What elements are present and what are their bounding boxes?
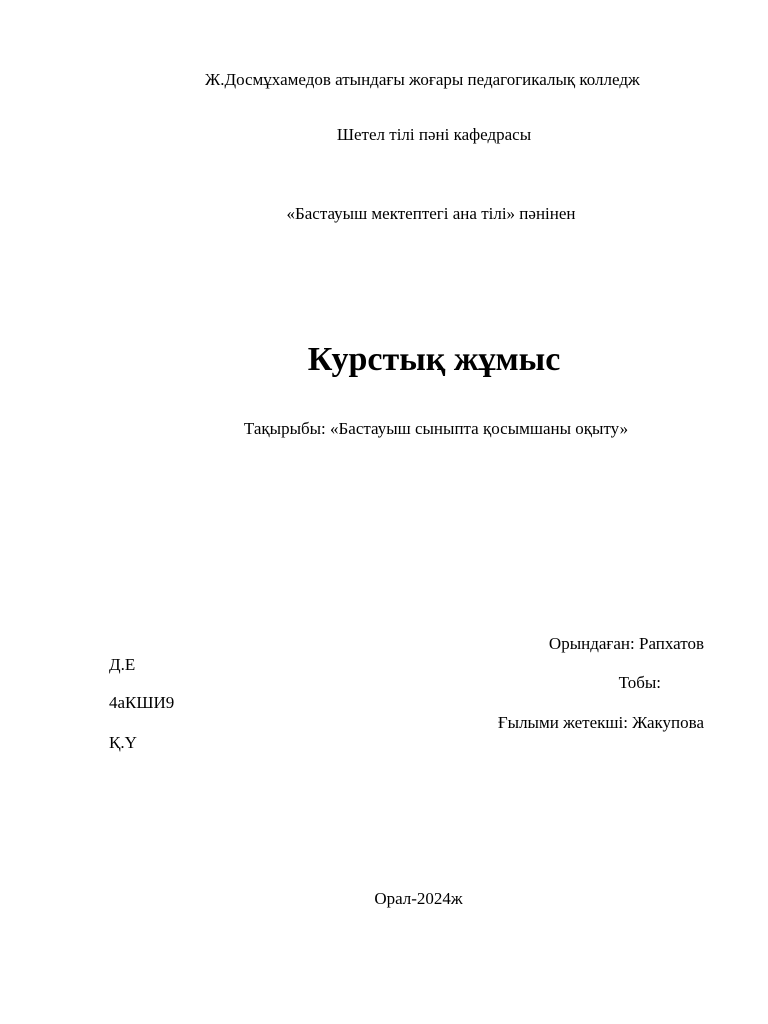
topic-line: Тақырыбы: «Бастауыш сыныпта қосымшаны оқыту»: [243, 419, 629, 438]
supervisor-initials: Қ.Ү: [109, 733, 137, 752]
department-name: Шетел тілі пәні кафедрасы: [336, 125, 532, 144]
city-year: Орал-2024ж: [374, 889, 463, 908]
document-title: Курстық жұмыс: [307, 341, 561, 378]
college-name: Ж.Досмұхамедов атындағы жоғары педагогикалық колледж: [205, 70, 640, 89]
supervisor: Ғылыми жетекші: Жакупова: [497, 713, 704, 732]
performed-by-initials: Д.Е: [109, 655, 136, 674]
group-value: 4аКШИ9: [109, 693, 175, 712]
discipline-name: «Бастауыш мектептегі ана тілі» пәнінен: [286, 204, 576, 223]
performed-by: Орындаған: Рапхатов: [548, 634, 704, 653]
group-label: Тобы:: [618, 673, 661, 692]
